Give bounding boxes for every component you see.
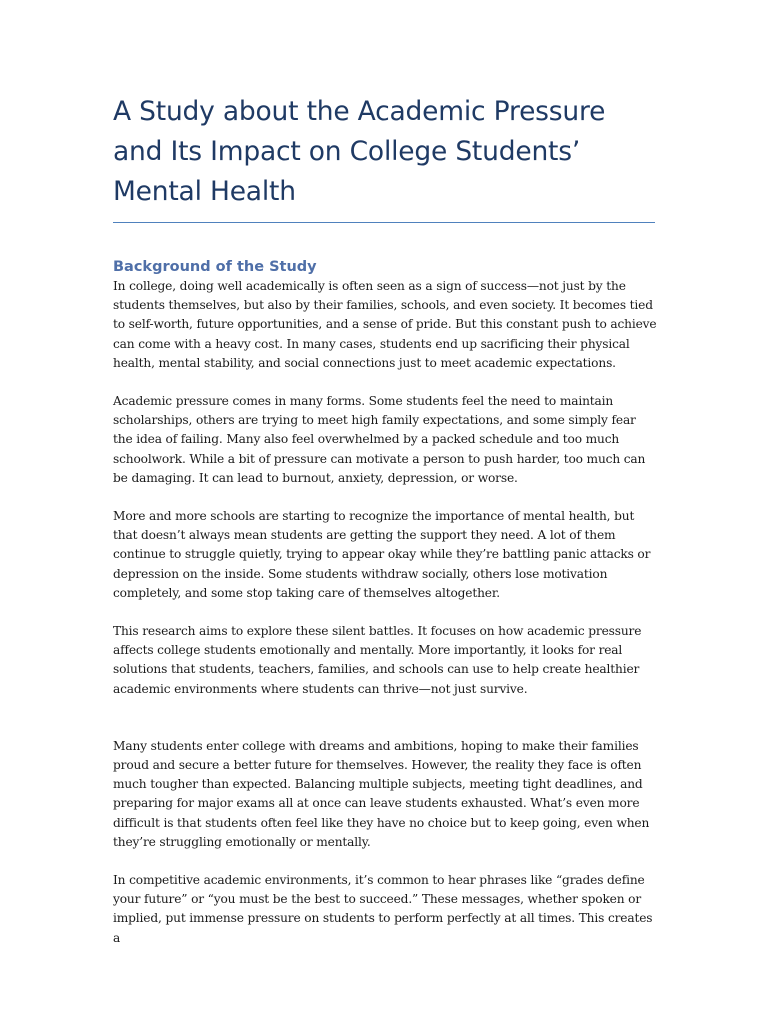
paragraph: Academic pressure comes in many forms. Some students feel the need to maintain scholarships, others are trying to meet high family expectations, and some simply fear the idea of failing. Many also feel overwhelmed by a packed schedule and too much schoolwork. While a bit of pressure can motivate a person to push harder, too much can be damaging. It can lead to burnout, anxiety, depression, or worse. [113,394,646,485]
paragraph: In competitive academic environments, it’s common to hear phrases like “grades define your future” or “you must be the best to succeed.” These messages, whether spoken or implied, put immense pressure on students to perform perfectly at all times. This creates a [113,873,653,945]
document-page [113,92,658,948]
paragraph: More and more schools are starting to recognize the importance of mental health, but that doesn’t always mean students are getting the support they need. A lot of them continue to struggle quietly, trying to appear okay while they’re battling panic attacks or depression on the inside. Some students withdraw socially, others lose motivation completely, and some stop taking care of themselves altogether. [113,509,651,600]
document-title: A Study about the Academic Pressure and Its Impact on College Students’ Mental Health [113,96,606,207]
title-divider [113,222,655,223]
paragraph: This research aims to explore these silent battles. It focuses on how academic pressure affects college students emotionally and mentally. More importantly, it looks for real solutions that students, teachers, families, and schools can use to help create healthier academic environments where students can thrive—not just survive. [113,624,642,696]
paragraph: In college, doing well academically is often seen as a sign of success—not just by the students themselves, but also by their families, schools, and even society. It becomes tied to self-worth, future opportunities, and a sense of pride. But this constant push to achieve can come with a heavy cost. In many cases, students end up sacrificing their physical health, mental stability, and social connections just to meet academic expectations. [113,279,657,370]
paragraph: Many students enter college with dreams and ambitions, hoping to make their families proud and secure a better future for themselves. However, the reality they face is often much tougher than expected. Balancing multiple subjects, meeting tight deadlines, and preparing for major exams all at once can leave students exhausted. What’s even more difficult is that students often feel like they have no choice but to keep going, even when they’re struggling emotionally or mentally. [113,738,650,849]
section-heading: Background of the Study [113,259,317,275]
